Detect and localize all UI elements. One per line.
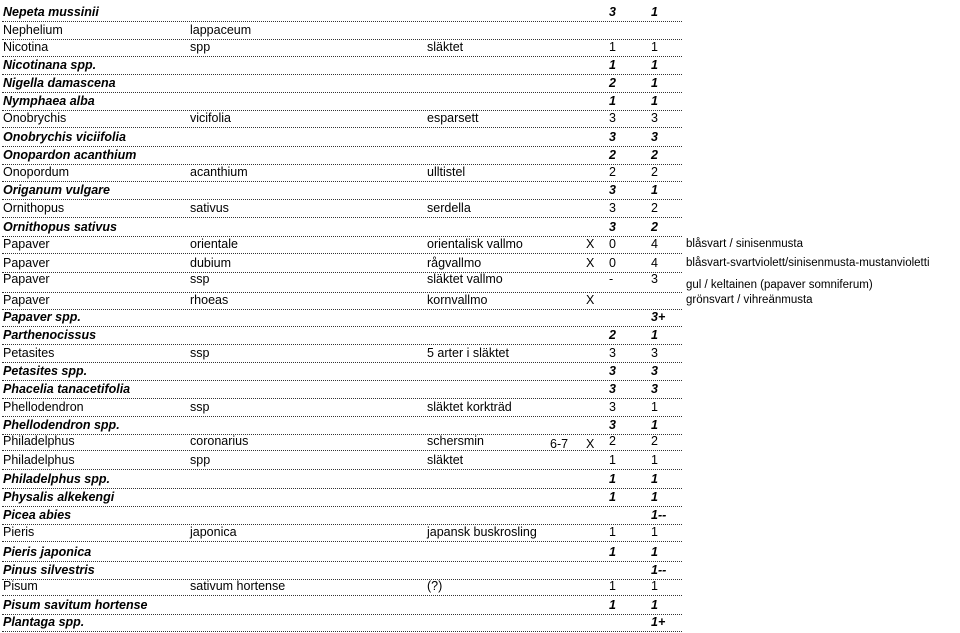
- table-row: [0, 293, 960, 309]
- cell-species: ssp: [190, 346, 210, 360]
- row-divider: [2, 506, 682, 507]
- cell-description: grönsvart / vihreänmusta: [686, 294, 813, 306]
- cell-genus: Parthenocissus: [3, 328, 97, 342]
- cell-genus: Phellodendron spp.: [3, 418, 120, 432]
- table-row: [0, 508, 960, 524]
- cell-value-b: 1: [651, 328, 658, 342]
- cell-value-a: 0: [609, 256, 616, 270]
- cell-value-a: 1: [609, 453, 616, 467]
- cell-species: orientale: [190, 237, 238, 251]
- row-divider: [2, 362, 682, 363]
- table-row: [0, 220, 960, 236]
- cell-description: gul / keltainen (papaver somniferum): [686, 279, 873, 291]
- row-divider: [2, 181, 682, 182]
- cell-species: spp: [190, 453, 211, 467]
- table-row: [0, 453, 960, 469]
- cell-genus: Pisum: [3, 579, 38, 593]
- table-row: [0, 272, 960, 292]
- cell-value-a: 2: [609, 165, 616, 179]
- cell-value-a: 3: [609, 346, 616, 360]
- cell-value-b: 1: [651, 400, 658, 414]
- cell-genus: Philadelphus spp.: [3, 472, 110, 486]
- cell-value-a: 3: [609, 382, 616, 396]
- table-row: [0, 525, 960, 541]
- table-row: [0, 364, 960, 380]
- cell-genus: Pinus silvestris: [3, 563, 95, 577]
- cell-value-b: 1: [651, 418, 658, 432]
- row-divider: [2, 253, 682, 254]
- table-row: [0, 256, 960, 272]
- cell-common-name: (?): [427, 579, 443, 593]
- row-divider: [2, 380, 682, 381]
- row-divider: [2, 595, 682, 596]
- cell-value-b: 1: [651, 472, 658, 486]
- table-row: [0, 598, 960, 614]
- cell-mark: X: [586, 437, 595, 451]
- cell-common-name: kornvallmo: [427, 293, 488, 307]
- table-row: [0, 579, 960, 595]
- cell-genus: Pisum savitum hortense: [3, 598, 148, 612]
- cell-value-b: 3: [651, 346, 658, 360]
- cell-genus: Papaver: [3, 237, 50, 251]
- table-row: [0, 310, 960, 326]
- cell-value-a: 3: [609, 111, 616, 125]
- cell-value-b: 3: [651, 364, 658, 378]
- cell-species: dubium: [190, 256, 231, 270]
- cell-value-a: 1: [609, 490, 616, 504]
- cell-value-a: -: [609, 272, 614, 286]
- row-divider: [2, 561, 682, 562]
- row-divider: [2, 631, 682, 632]
- table-row: [0, 201, 960, 217]
- table-row: [0, 165, 960, 181]
- table-row: [0, 545, 960, 561]
- cell-description: blåsvart / sinisenmusta: [686, 238, 803, 250]
- table-row: [0, 148, 960, 164]
- cell-genus: Pieris: [3, 525, 35, 539]
- cell-genus: Petasites spp.: [3, 364, 88, 378]
- cell-genus: Picea abies: [3, 508, 72, 522]
- row-divider: [2, 416, 682, 417]
- cell-value-a: 2: [609, 434, 616, 448]
- cell-value-a: 3: [609, 183, 616, 197]
- cell-species: ssp: [190, 400, 210, 414]
- cell-genus: Nicotinana spp.: [3, 58, 97, 72]
- cell-genus: Philadelphus: [3, 434, 75, 448]
- table-row: [0, 5, 960, 21]
- cell-value-a: 3: [609, 130, 616, 144]
- table-row: [0, 346, 960, 362]
- cell-genus: Plantaga spp.: [3, 615, 85, 629]
- row-divider: [2, 344, 682, 345]
- cell-value-b: 1: [651, 598, 658, 612]
- cell-value-a: 3: [609, 220, 616, 234]
- cell-genus: Nymphaea alba: [3, 94, 95, 108]
- cell-value-b: 1: [651, 58, 658, 72]
- cell-genus: Onobrychis viciifolia: [3, 130, 126, 144]
- cell-genus: Pieris japonica: [3, 545, 92, 559]
- cell-value-b: 4: [651, 256, 658, 270]
- cell-value-b: 3: [651, 130, 658, 144]
- cell-genus: Nigella damascena: [3, 76, 116, 90]
- cell-value-b: 1: [651, 545, 658, 559]
- cell-species: lappaceum: [190, 23, 252, 37]
- cell-genus: Nicotina: [3, 40, 49, 54]
- cell-common-name: släktet vallmo: [427, 272, 503, 286]
- table-row: [0, 418, 960, 434]
- row-divider: [2, 56, 682, 57]
- cell-species: japonica: [190, 525, 237, 539]
- cell-description: blåsvart-svartviolett/sinisenmusta-mustanvioletti: [686, 257, 930, 269]
- table-row: [0, 472, 960, 488]
- table-row: [0, 111, 960, 127]
- cell-value-b: 2: [651, 201, 658, 215]
- cell-value-a: 1: [609, 525, 616, 539]
- cell-value-b: 1: [651, 183, 658, 197]
- cell-species: sativus: [190, 201, 229, 215]
- cell-genus: Papaver: [3, 293, 50, 307]
- cell-value-a: 1: [609, 40, 616, 54]
- cell-value-a: 1: [609, 472, 616, 486]
- cell-genus: Papaver: [3, 272, 50, 286]
- cell-value-b: 1: [651, 453, 658, 467]
- cell-value-b: 1--: [651, 563, 667, 577]
- cell-value-b: 1: [651, 490, 658, 504]
- cell-value-a: 1: [609, 94, 616, 108]
- cell-species: vicifolia: [190, 111, 231, 125]
- cell-value-b: 4: [651, 237, 658, 251]
- row-divider: [2, 92, 682, 93]
- cell-genus: Onopordum: [3, 165, 70, 179]
- cell-value-a: 3: [609, 5, 616, 19]
- table-row: [0, 490, 960, 506]
- cell-species: ssp: [190, 272, 210, 286]
- cell-mark: X: [586, 237, 595, 251]
- cell-genus: Petasites: [3, 346, 55, 360]
- cell-species: spp: [190, 40, 211, 54]
- cell-value-b: 3: [651, 272, 658, 286]
- cell-value-a: 2: [609, 148, 616, 162]
- cell-genus: Papaver spp.: [3, 310, 81, 324]
- cell-common-name: ulltistel: [427, 165, 466, 179]
- cell-value-b: 1: [651, 5, 658, 19]
- table-row: [0, 183, 960, 199]
- cell-note: 6-7: [550, 437, 569, 451]
- cell-value-b: 2: [651, 165, 658, 179]
- cell-mark: X: [586, 293, 595, 307]
- table-row: [0, 40, 960, 56]
- row-divider: [2, 398, 682, 399]
- cell-value-a: 1: [609, 579, 616, 593]
- table-row: [0, 76, 960, 92]
- table-row: [0, 237, 960, 253]
- cell-genus: Origanum vulgare: [3, 183, 110, 197]
- cell-value-b: 1: [651, 76, 658, 90]
- cell-value-b: 3+: [651, 310, 666, 324]
- cell-value-a: 3: [609, 201, 616, 215]
- cell-value-b: 3: [651, 111, 658, 125]
- cell-species: coronarius: [190, 434, 249, 448]
- cell-genus: Philadelphus: [3, 453, 75, 467]
- cell-genus: Phellodendron: [3, 400, 84, 414]
- cell-value-a: 2: [609, 76, 616, 90]
- row-divider: [2, 469, 682, 470]
- cell-genus: Ornithopus sativus: [3, 220, 117, 234]
- table-row: [0, 434, 960, 450]
- cell-common-name: släktet: [427, 40, 464, 54]
- row-divider: [2, 199, 682, 200]
- cell-value-b: 3: [651, 382, 658, 396]
- cell-value-b: 1+: [651, 615, 666, 629]
- table-row: [0, 382, 960, 398]
- table-row: [0, 58, 960, 74]
- cell-value-a: 1: [609, 545, 616, 559]
- row-divider: [2, 127, 682, 128]
- cell-value-a: 1: [609, 598, 616, 612]
- cell-genus: Phacelia tanacetifolia: [3, 382, 131, 396]
- cell-species: acanthium: [190, 165, 248, 179]
- table-row: [0, 563, 960, 579]
- row-divider: [2, 74, 682, 75]
- cell-common-name: släktet korkträd: [427, 400, 512, 414]
- cell-genus: Onobrychis: [3, 111, 67, 125]
- cell-value-b: 1: [651, 94, 658, 108]
- cell-genus: Nephelium: [3, 23, 63, 37]
- row-divider: [2, 21, 682, 22]
- cell-genus: Nepeta mussinii: [3, 5, 99, 19]
- table-row: [0, 23, 960, 39]
- cell-common-name: släktet: [427, 453, 464, 467]
- cell-value-a: 2: [609, 328, 616, 342]
- table-row: [0, 94, 960, 110]
- table-row: [0, 130, 960, 146]
- cell-value-b: 1: [651, 579, 658, 593]
- row-divider: [2, 326, 682, 327]
- cell-common-name: rågvallmo: [427, 256, 482, 270]
- row-divider: [2, 488, 682, 489]
- cell-species: sativum hortense: [190, 579, 286, 593]
- row-divider: [2, 217, 682, 218]
- cell-mark: X: [586, 256, 595, 270]
- cell-common-name: orientalisk vallmo: [427, 237, 523, 251]
- cell-value-b: 2: [651, 434, 658, 448]
- cell-common-name: serdella: [427, 201, 471, 215]
- row-divider: [2, 450, 682, 451]
- cell-value-a: 3: [609, 400, 616, 414]
- cell-species: rhoeas: [190, 293, 229, 307]
- cell-common-name: esparsett: [427, 111, 479, 125]
- row-divider: [2, 146, 682, 147]
- cell-value-a: 3: [609, 364, 616, 378]
- cell-value-b: 1: [651, 40, 658, 54]
- cell-genus: Onopardon acanthium: [3, 148, 137, 162]
- table-row: [0, 328, 960, 344]
- cell-value-b: 2: [651, 148, 658, 162]
- table-row: [0, 615, 960, 631]
- cell-value-b: 1--: [651, 508, 667, 522]
- cell-genus: Papaver: [3, 256, 50, 270]
- cell-genus: Physalis alkekengi: [3, 490, 115, 504]
- cell-value-a: 3: [609, 418, 616, 432]
- cell-value-a: 0: [609, 237, 616, 251]
- cell-genus: Ornithopus: [3, 201, 65, 215]
- cell-value-b: 2: [651, 220, 658, 234]
- table-row: [0, 400, 960, 416]
- row-divider: [2, 541, 682, 542]
- cell-value-b: 1: [651, 525, 658, 539]
- cell-common-name: japansk buskrosling: [427, 525, 537, 539]
- cell-value-a: 1: [609, 58, 616, 72]
- cell-common-name: schersmin: [427, 434, 484, 448]
- cell-common-name: 5 arter i släktet: [427, 346, 509, 360]
